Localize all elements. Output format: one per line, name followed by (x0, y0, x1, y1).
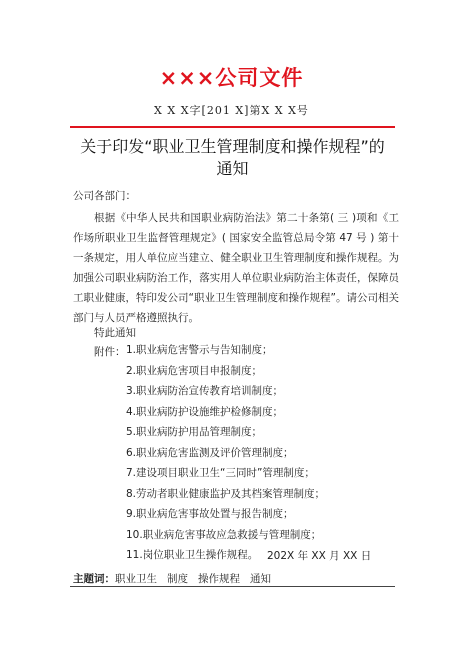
body-paragraph: 根据《中华人民共和国职业病防治法》第二十条第( 三 )项和《工作场所职业卫生监督管理规定》( 国家安全监管总局令第 47 号 ) 第十一条规定，用人单位应当建立、健全职业卫生管理制度和操作规程。为加强公司职业病防治工作，落实用人单位职业病防治主体责任，保障员工职业健康，特印发公司“职业卫生管理制度和操作规程”。请公司相关部门与人员严格遵照执行。 (73, 212, 399, 324)
attachment-item: 9.职业病危害事故处置与报告制度； (126, 508, 294, 520)
attachment-item: 7.建设项目职业卫生“三同时”管理制度； (126, 467, 315, 479)
attachment-item: 4.职业病防护设施维护检修制度； (126, 405, 284, 418)
attachment-item: 10.职业病危害事故应急救援与管理制度； (126, 528, 322, 541)
attachment-item: 1.职业病危害警示与告知制度； (126, 344, 273, 356)
keyword: 操作规程 (198, 573, 240, 585)
attachment-item: 6.职业病危害监测及评价管理制度； (126, 446, 294, 459)
company-title: ×××公司文件 (159, 66, 304, 90)
salutation: 公司各部门： (73, 190, 136, 202)
document-title-line-1: 关于印发“职业卫生管理制度和操作规程”的 (80, 137, 385, 156)
attachment-item: 2.职业病危害项目申报制度； (126, 364, 263, 377)
document-title (70, 136, 395, 180)
document-title-line-2: 通知 (216, 159, 249, 178)
attachments-label: 附件： (94, 346, 126, 358)
keywords-label: 主题词： (73, 573, 115, 585)
red-divider-line (70, 126, 395, 128)
attachment-item: 3.职业病防治宣传教育培训制度； (126, 385, 284, 397)
bottom-divider-line (70, 586, 395, 587)
keyword: 职业卫生 (115, 573, 157, 585)
document-number: X X X字[201 X]第X X X号 (154, 104, 309, 117)
keyword: 制度 (167, 573, 188, 585)
attachment-item: 5.职业病防护用品管理制度； (126, 426, 263, 438)
issue-date: 202X 年 XX 月 XX 日 (267, 550, 372, 562)
attachment-item: 8.劳动者职业健康监护及其档案管理制度； (126, 487, 326, 500)
attachment-item: 11.岗位职业卫生操作规程。 (126, 549, 259, 561)
keyword: 通知 (250, 573, 271, 585)
attachments-list (126, 340, 325, 566)
keywords-row (73, 571, 281, 586)
notice-line: 特此通知 (94, 327, 136, 339)
